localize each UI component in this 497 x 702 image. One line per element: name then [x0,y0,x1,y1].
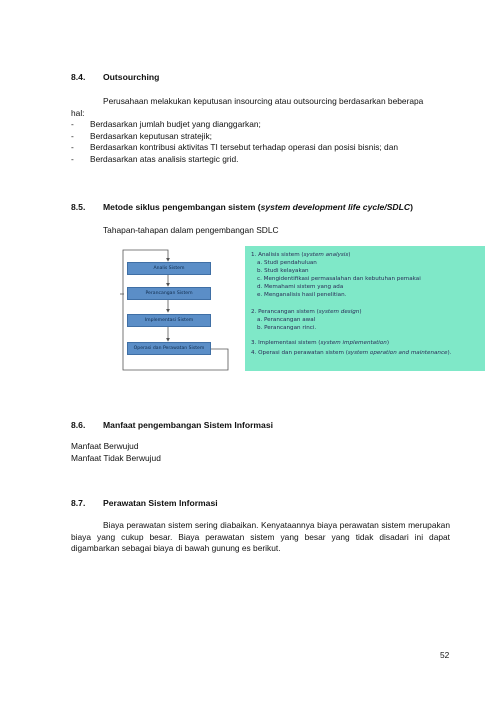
stage-1-item: b. Studi kelayakan [257,268,309,274]
stage-1-item: d. Memahami sistem yang ada [257,284,344,290]
sdlc-diagram [120,246,485,371]
stage-1-item: e. Menganalisis hasil penelitian. [257,292,347,298]
section-8-7-heading [71,498,371,510]
section-8-5-intro: Tahapan-tahapan dalam pengembangan SDLC [103,225,279,235]
section-title: Outsourching [103,72,160,82]
section-number: 8.6. [71,420,86,430]
section-8-4-intro: Perusahaan melakukan keputusan insourcing atau outsourcing berdasarkan beberapa [103,96,424,106]
section-title: Perawatan Sistem Informasi [103,498,218,508]
flow-step-operation: Operasi dan Perawatan Sistem [127,342,211,355]
flow-step-design: Perancangan Sistem [127,287,211,300]
stage-4: 4. Operasi dan perawatan sistem (system operation and maintenance). [251,350,452,356]
stage-2-item: a. Perancangan awal [257,317,316,323]
stage-1: 1. Analisis sistem (system analysis) [251,252,351,258]
stage-2: 2. Perancangan sistem (system design) [251,309,362,315]
sdlc-flowchart [120,246,240,371]
section-8-6-heading [71,420,371,432]
section-8-4-intro-cont: hal: [71,107,85,118]
sdlc-stages-panel [245,246,485,371]
section-8-5-heading: 8.5. Metode siklus pengembangan sistem (system development life cycle/SDLC) [71,202,413,212]
section-title: Metode siklus pengembangan sistem ( [103,202,261,212]
section-number: 8.7. [71,498,86,508]
list-item: - Berdasarkan atas analisis startegic grid. [71,153,239,164]
tangible-benefits: Manfaat Berwujud [71,441,139,451]
outsourcing-criteria-list [71,119,398,165]
page-number: 52 [440,650,450,660]
stage-2-item: b. Perancangan rinci. [257,325,317,331]
flow-step-implementation: Implementasi Sistem [127,314,211,327]
section-8-4-heading [71,72,371,84]
stage-3: 3. Implementasi sistem (system implementation) [251,340,390,346]
list-item: - Berdasarkan keputusan stratejik; [71,130,212,141]
flow-step-analysis: Analis Sistem [127,262,211,275]
section-number: 8.4. [71,72,86,82]
section-title-italic: system development life cycle/SDLC [260,202,411,212]
intangible-benefits: Manfaat Tidak Berwujud [71,452,161,463]
list-item: - Berdasarkan jumlah budjet yang dianggarkan; [71,119,261,130]
section-title: Manfaat pengembangan Sistem Informasi [103,420,273,430]
maintenance-paragraph: Biaya perawatan sistem sering diabaikan. Kenyataannya biaya perawatan sistem merupakan biaya yang cukup besar. Biaya perawatan sistem yang besar yang tidak disadari ini dapat digambarkan sebagai biaya di bawah gunung es berikut. [71,520,450,554]
list-item: - Berdasarkan kontribusi aktivitas TI tersebut terhadap operasi dan posisi bisnis; dan [71,142,399,153]
stage-1-item: c. Mengidentifikasi permasalahan dan kebutuhan pemakai [257,276,421,282]
stage-1-item: a. Studi pendahuluan [257,260,317,266]
section-number: 8.5. [71,202,86,212]
